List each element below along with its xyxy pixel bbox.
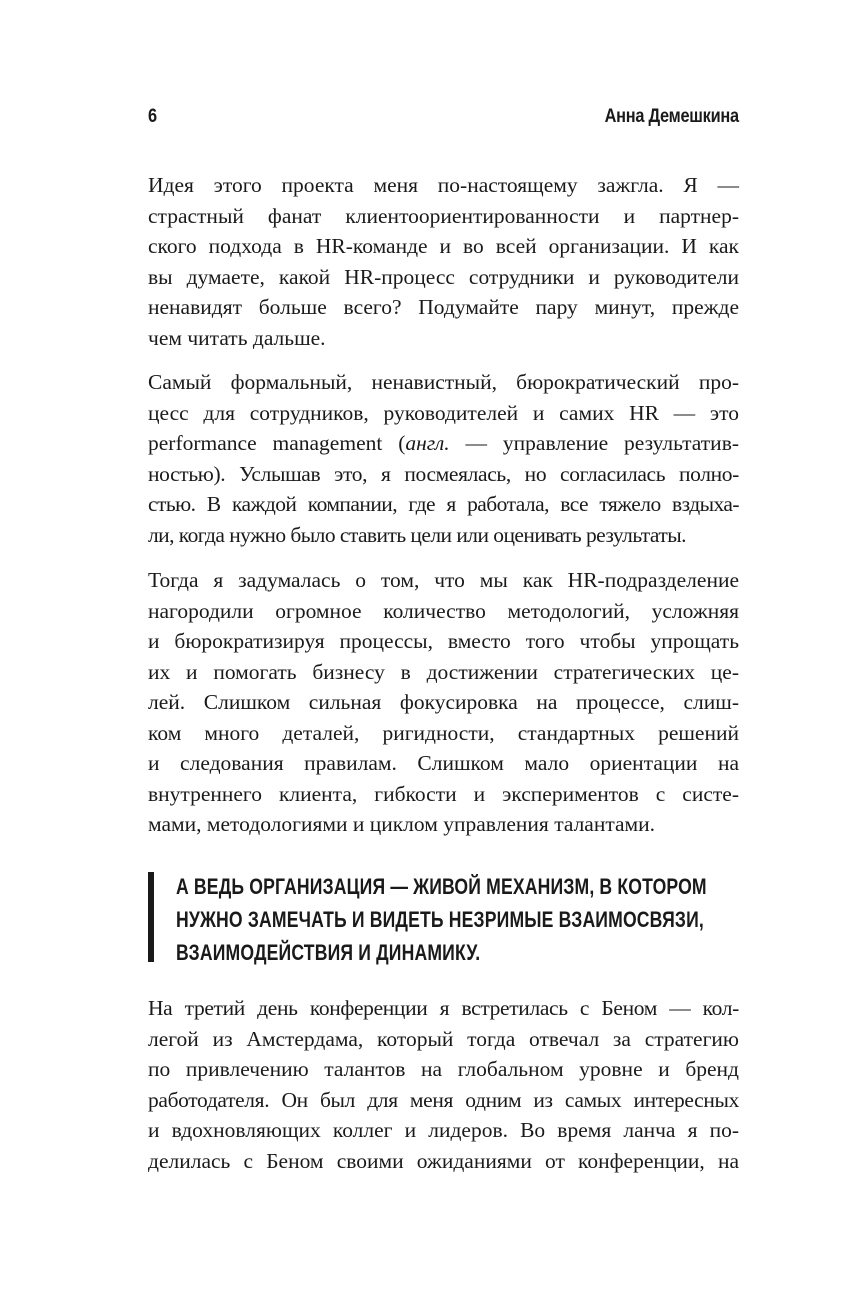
- pull-quote-line: ВЗАИМОДЕЙСТВИЯ И ДИНАМИКУ.: [176, 940, 481, 965]
- text-line: ского подхода в HR-команде и во всей организации. И как: [148, 234, 739, 258]
- running-head-author: Анна Демешкина: [604, 106, 739, 127]
- text-line: стью. В каждой компании, где я работала, все тяжело вздыха-: [148, 492, 739, 516]
- text-line: по привлечению талантов на глобальном уровне и бренд: [148, 1057, 739, 1081]
- text-line: делилась с Беном своими ожиданиями от конференции, на: [148, 1148, 739, 1173]
- text-line: На третий день конференции я встретилась с Беном — кол-: [148, 996, 739, 1020]
- pull-quote-bar: [148, 872, 154, 962]
- text-line: ли, когда нужно было ставить цели или оценивать результаты.: [148, 522, 686, 547]
- text-line: цесс для сотрудников, руководителей и самих HR — это: [148, 400, 739, 425]
- pull-quote-text: [176, 870, 707, 969]
- text-line: чем читать дальше.: [148, 325, 326, 350]
- text-line: вы думаете, какой HR-процесс сотрудники и руководители: [148, 264, 739, 289]
- text-line: их и помогать бизнесу в достижении стратегических це-: [148, 659, 739, 684]
- text-line: и бюрократизируя процессы, вместо того чтобы упрощать: [148, 629, 739, 653]
- text-line: страстный фанат клиентоориентированности и партнер-: [148, 203, 739, 228]
- text-line: ностью). Услышав это, я посмеялась, но согласилась полно-: [148, 461, 739, 486]
- paragraph-4: [148, 993, 739, 1176]
- text-line: легой из Амстердама, который тогда отвечал за стратегию: [148, 1026, 739, 1051]
- paragraph-3: [148, 565, 739, 840]
- text-line: Самый формальный, ненавистный, бюрократический про-: [148, 370, 739, 394]
- text-line: мами, методологиями и циклом управления талантами.: [148, 812, 656, 836]
- text-run: — управление результатив-: [449, 431, 739, 455]
- text-line: и следования правилам. Слишком мало ориентации на: [148, 751, 739, 775]
- pull-quote: [148, 870, 743, 965]
- text-line: и вдохновляющих коллег и лидеров. Во время ланча я по-: [148, 1118, 739, 1142]
- text-line-with-italic: [148, 428, 739, 459]
- text-line: ком много деталей, ригидности, стандартных решений: [148, 720, 739, 745]
- text-line: ненавидят больше всего? Подумайте пару минут, прежде: [148, 295, 739, 319]
- text-line: лей. Слишком сильная фокусировка на процессе, слиш-: [148, 690, 739, 714]
- text-line: работодателя. Он был для меня одним из самых интересных: [148, 1087, 739, 1112]
- paragraph-1: [148, 170, 739, 353]
- text-line: Тогда я задумалась о том, что мы как HR-подразделение: [148, 568, 739, 592]
- text-line: нагородили огромное количество методологий, усложняя: [148, 598, 739, 623]
- running-head: [148, 106, 739, 136]
- page-number: 6: [148, 106, 157, 127]
- pull-quote-line: НУЖНО ЗАМЕЧАТЬ И ВИДЕТЬ НЕЗРИМЫЕ ВЗАИМОСВЯЗИ,: [176, 907, 704, 932]
- text-run: performance management (: [148, 431, 406, 455]
- paragraph-2: [148, 367, 739, 550]
- text-line: Идея этого проекта меня по-настоящему зажгла. Я —: [148, 173, 739, 197]
- italic-abbreviation: англ.: [405, 431, 450, 455]
- pull-quote-line: А ВЕДЬ ОРГАНИЗАЦИЯ — ЖИВОЙ МЕХАНИЗМ, В КОТОРОМ: [176, 874, 707, 899]
- text-line: внутреннего клиента, гибкости и экспериментов с систе-: [148, 781, 739, 806]
